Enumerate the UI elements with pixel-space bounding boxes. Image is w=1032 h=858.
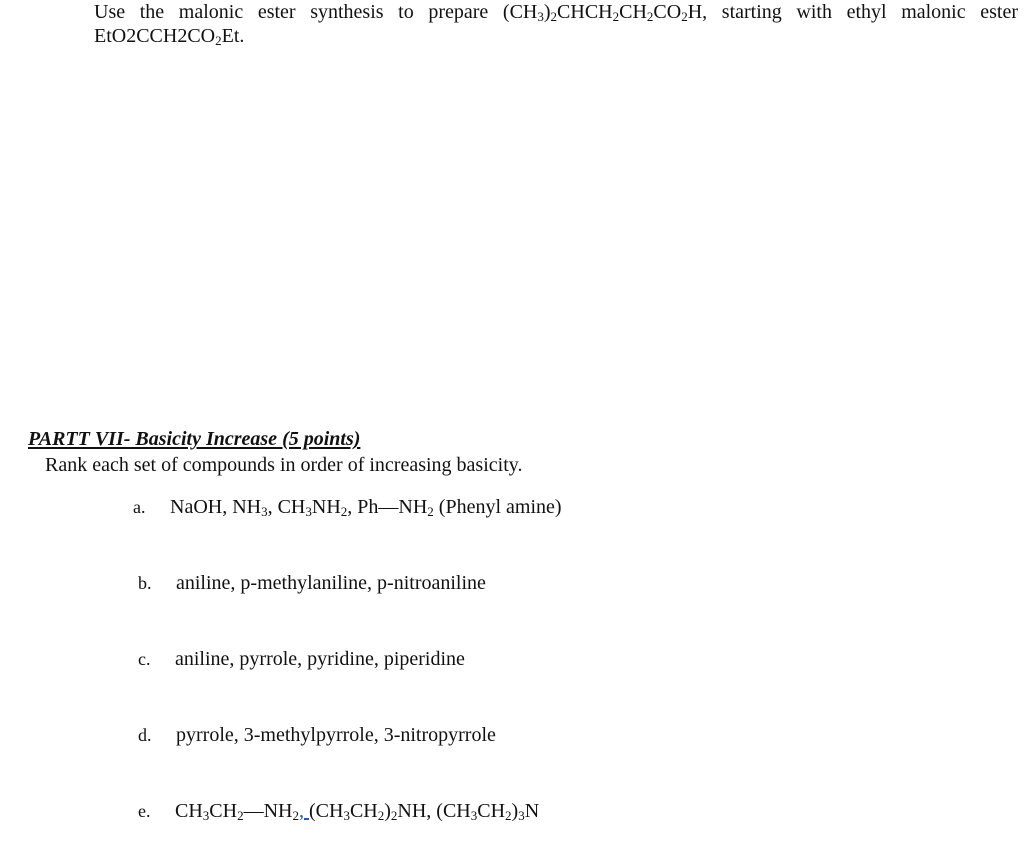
item-letter: e.: [138, 801, 151, 821]
question-line-2: $EtO2CCH2CO_2Et$.: [94, 25, 245, 48]
question-line-1: Use the malonic ester synthesis to prepare $(CH_3)_2CHCH_2CH_2CO_2H$, starting with ethyl malonic ester: [94, 1, 1018, 24]
item-letter: b.: [138, 573, 152, 593]
item-compounds: aniline, pyrrole, pyridine, piperidine: [175, 648, 465, 670]
item-compounds: NaOH, $NH_3$, $CH_3NH_2$, $Ph—NH_2$ (Phenyl amine): [170, 496, 562, 519]
item-compounds: aniline, p-methylaniline, p-nitroaniline: [176, 572, 486, 594]
item-letter: a.: [133, 497, 146, 517]
item-letter: c.: [138, 649, 151, 669]
part-instruction: Rank each set of compounds in order of increasing basicity.: [45, 454, 523, 476]
item-letter: d.: [138, 725, 152, 745]
item-compounds: $CH_3CH_2—NH_2$, $(CH_3CH_2)_2NH$, $(CH_3CH_2)_3N$: [175, 800, 540, 823]
comma-mark: ,: [298, 800, 309, 822]
part-heading: PARTT VII- Basicity Increase (5 points): [28, 428, 361, 450]
item-compounds: pyrrole, 3-methylpyrrole, 3-nitropyrrole: [176, 724, 496, 746]
